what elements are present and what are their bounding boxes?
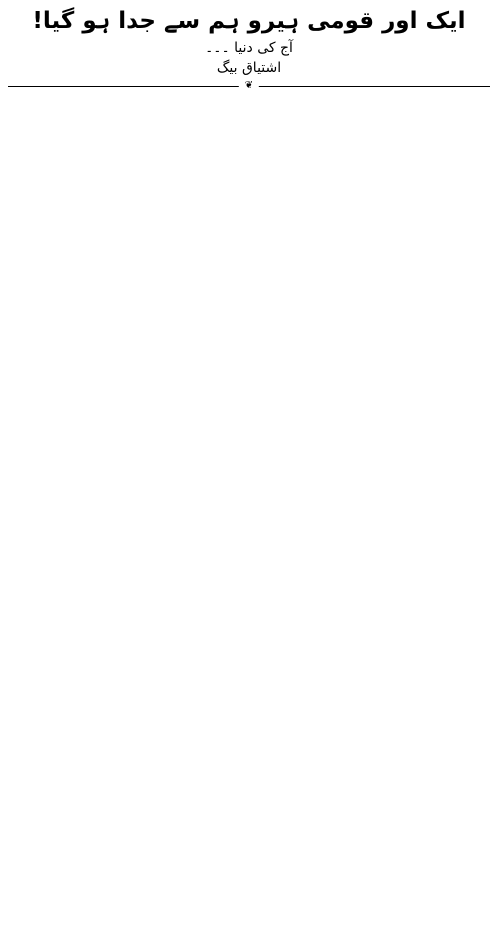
byline-block bbox=[154, 38, 344, 78]
divider bbox=[8, 82, 490, 92]
article-body bbox=[6, 94, 492, 914]
column-series-name: آج کی دنیا ۔۔۔ bbox=[205, 40, 293, 56]
author-name: اشتیاق بیگ bbox=[216, 60, 282, 76]
ornament-icon: ❦ bbox=[239, 81, 259, 91]
column-headline: ایک اور قومی ہیرو ہم سے جدا ہو گیا! bbox=[32, 8, 466, 34]
